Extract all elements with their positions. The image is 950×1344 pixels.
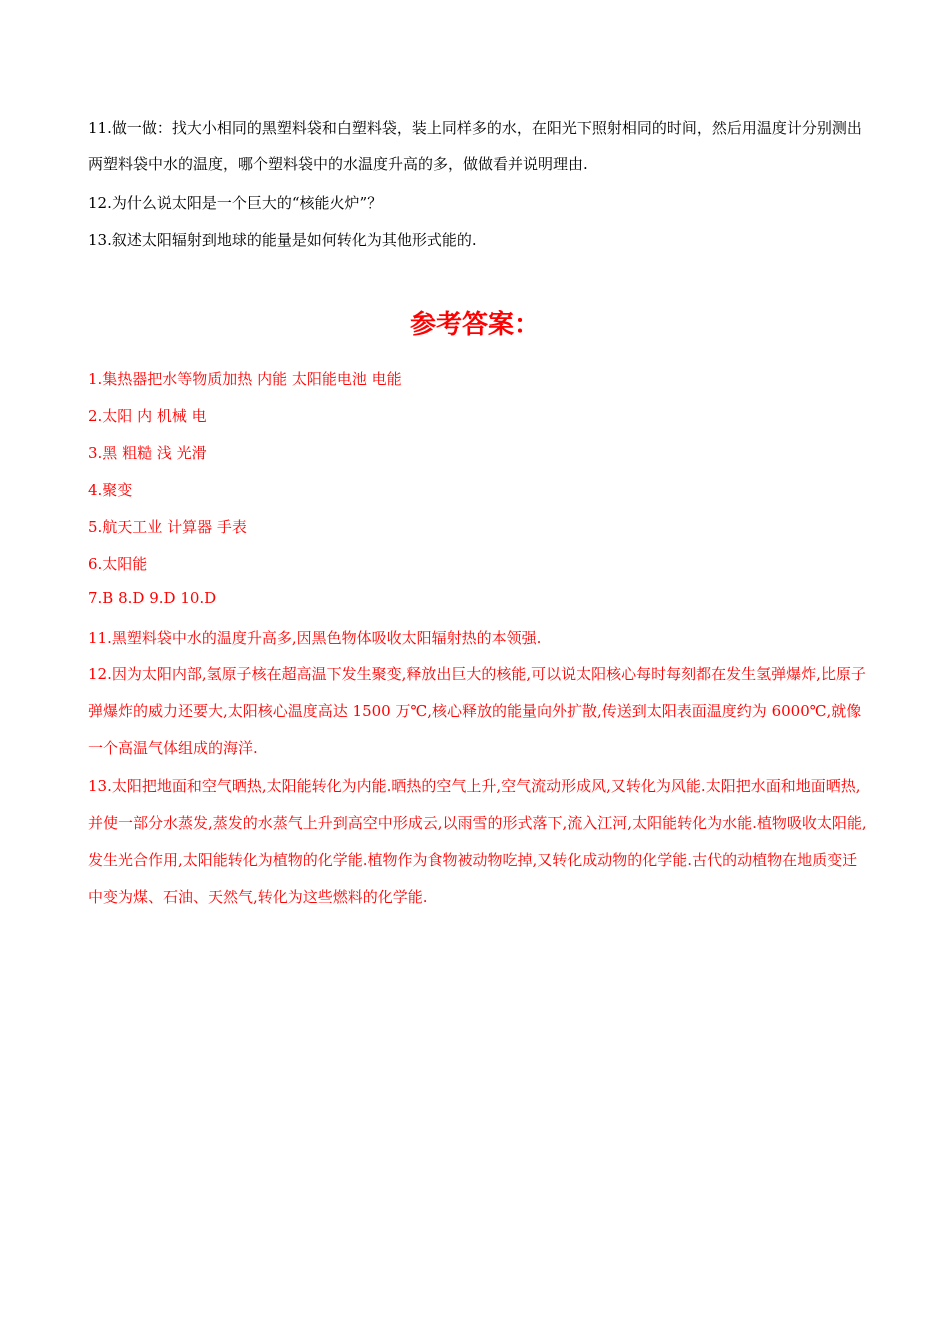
- answer-7-10: 7.B 8.D 9.D 10.D: [88, 589, 217, 607]
- answer-11: 11.黑塑料袋中水的温度升高多,因黑色物体吸收太阳辐射热的本领强.: [88, 629, 542, 647]
- question-13: 13.叙述太阳辐射到地球的能量是如何转化为其他形式能的.: [88, 231, 477, 249]
- answers-title: 参考答案：: [409, 310, 540, 340]
- answer-13: 13.太阳把地面和空气晒热,太阳能转化为内能.晒热的空气上升,空气流动形成风,又转化为风能.太阳把水面和地面晒热,并使一部分水蒸发,蒸发的水蒸气上升到高空中形成云,以雨雪的形式落下,流入江河,太阳能转化为水能.植物吸收太阳能,发生光合作用,太阳能转化为植物的化学能.植物作为食物被动物吃掉,又转化成动物的化学能.古代的动植物在地质变迁中变为煤、石油、天然气,转化为这些燃料的化学能.: [88, 777, 867, 906]
- answer-12: 12.因为太阳内部,氢原子核在超高温下发生聚变,释放出巨大的核能,可以说太阳核心每时每刻都在发生氢弹爆炸,比原子弹爆炸的威力还要大,太阳核心温度高达 1500 万℃,核心释放的能量向外扩散,传送到太阳表面温度约为 6000℃,就像一个高温气体组成的海洋.: [88, 665, 866, 757]
- answer-5: 5.航天工业 计算器 手表: [88, 518, 247, 536]
- answer-3: 3.黑 粗糙 浅 光滑: [88, 444, 207, 462]
- question-12: 12.为什么说太阳是一个巨大的“核能火炉”？: [88, 194, 383, 212]
- answer-1: 1.集热器把水等物质加热 内能 太阳能电池 电能: [88, 370, 402, 388]
- question-11: 11.做一做：找大小相同的黑塑料袋和白塑料袋，装上同样多的水，在阳光下照射相同的时间，然后用温度计分别测出两塑料袋中水的温度，哪个塑料袋中的水温度升高的多，做做看并说明理由.: [88, 119, 862, 173]
- answer-6: 6.太阳能: [88, 555, 148, 573]
- answer-4: 4.聚变: [88, 481, 133, 499]
- answer-2: 2.太阳 内 机械 电: [88, 407, 207, 425]
